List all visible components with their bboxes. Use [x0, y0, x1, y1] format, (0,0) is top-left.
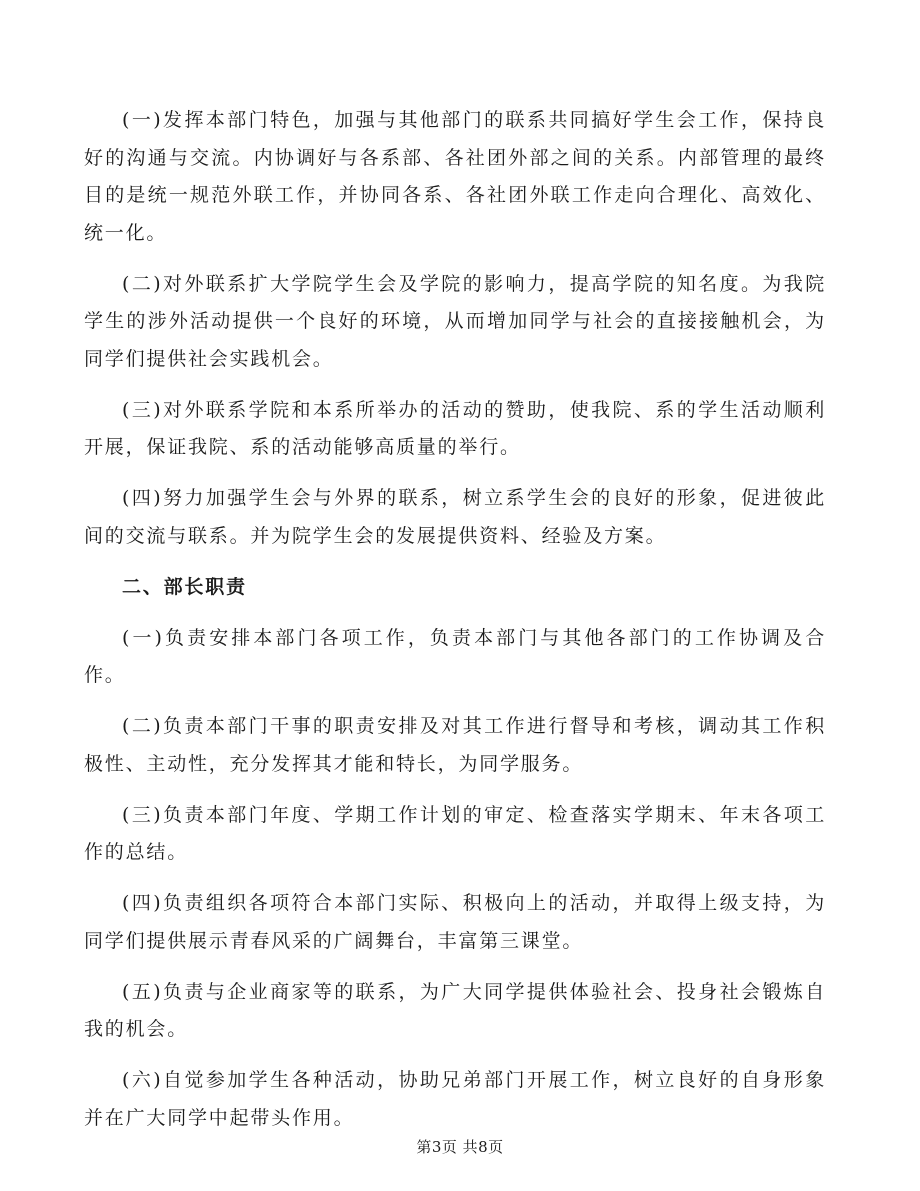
paragraph-b-3: (三)负责本部门年度、学期工作计划的审定、检查落实学期末、年末各项工作的总结。 [84, 803, 826, 863]
paragraph-a-3: (三)对外联系学院和本系所举办的活动的赞助，使我院、系的学生活动顺利开展，保证我院、系的活动能够高质量的举行。 [84, 398, 826, 458]
page-number-footer: 第3页 共8页 [416, 1138, 504, 1156]
paragraph-a-1: (一)发挥本部门特色，加强与其他部门的联系共同搞好学生会工作，保持良好的沟通与交流。内协调好与各系部、各社团外部之间的关系。内部管理的最终目的是统一规范外联工作，并协同各系、各社团外联工作走向合理化、高效化、统一化。 [84, 109, 826, 244]
paragraph-b-1: (一)负责安排本部门各项工作，负责本部门与其他各部门的工作协调及合作。 [84, 626, 826, 686]
paragraph-b-5: (五)负责与企业商家等的联系，为广大同学提供体验社会、投身社会锻炼自我的机会。 [84, 980, 826, 1040]
paragraph-b-2: (二)负责本部门干事的职责安排及对其工作进行督导和考核，调动其工作积极性、主动性，充分发挥其才能和特长，为同学服务。 [84, 715, 826, 775]
paragraph-b-4: (四)负责组织各项符合本部门实际、积极向上的活动，并取得上级支持，为同学们提供展示青春风采的广阔舞台，丰富第三课堂。 [84, 892, 826, 952]
paragraph-a-4: (四)努力加强学生会与外界的联系，树立系学生会的良好的形象，促进彼此间的交流与联系。并为院学生会的发展提供资料、经验及方案。 [84, 487, 826, 547]
paragraph-a-2: (二)对外联系扩大学院学生会及学院的影响力，提高学院的知名度。为我院学生的涉外活动提供一个良好的环境，从而增加同学与社会的直接接触机会，为同学们提供社会实践机会。 [84, 272, 826, 370]
paragraph-b-6: (六)自觉参加学生各种活动，协助兄弟部门开展工作，树立良好的自身形象并在广大同学中起带头作用。 [84, 1069, 826, 1129]
document-body [84, 102, 826, 1151]
section-heading: 二、部长职责 [122, 575, 247, 598]
